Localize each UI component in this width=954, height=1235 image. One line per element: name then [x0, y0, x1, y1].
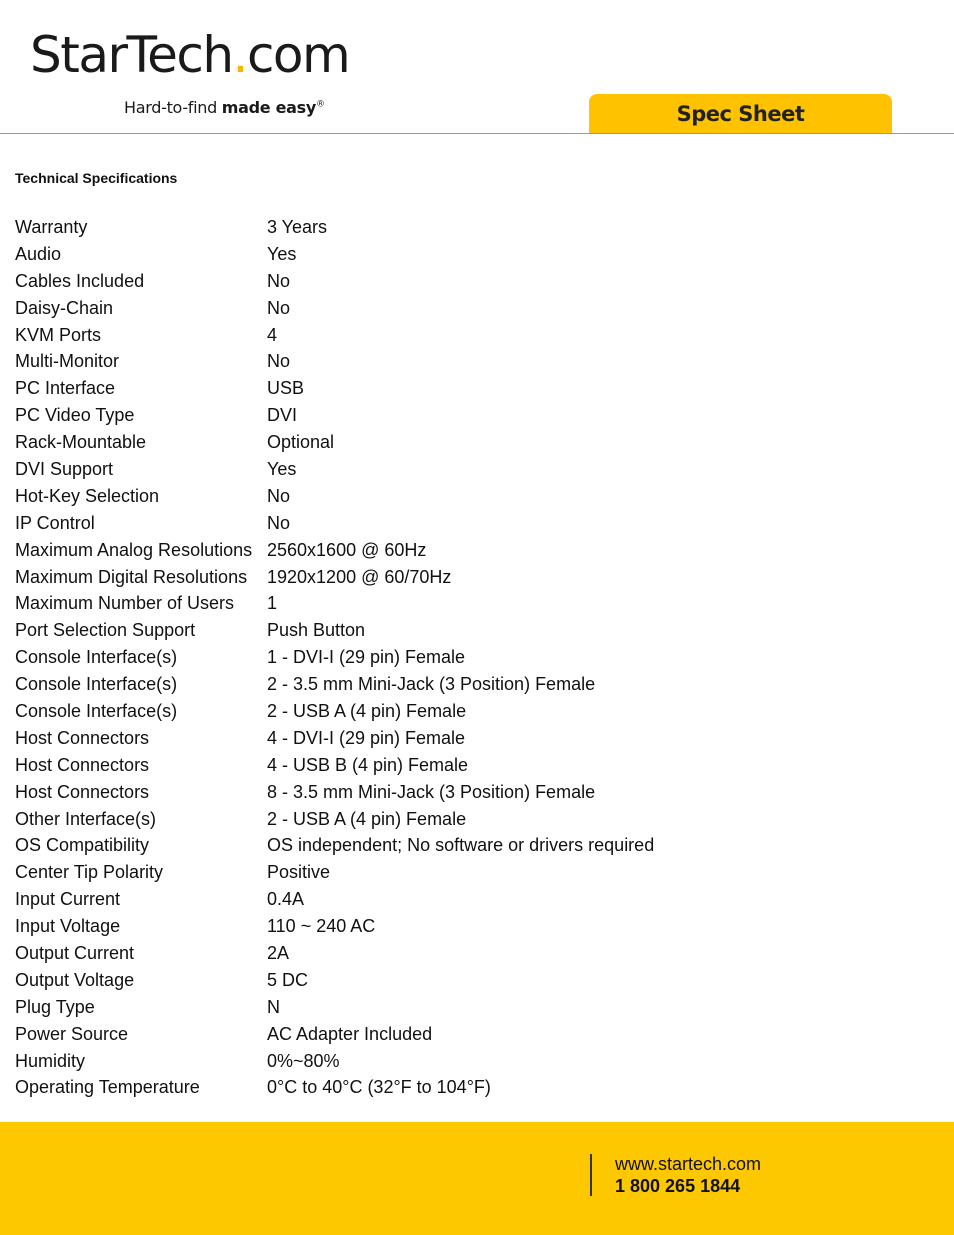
spec-row — [15, 779, 915, 806]
footer-website-link[interactable]: www.startech.com — [615, 1154, 762, 1174]
spec-value: USB — [267, 378, 305, 399]
spec-row — [15, 564, 915, 591]
spec-row — [15, 698, 915, 725]
spec-label: Cables Included — [15, 270, 145, 291]
spec-sheet-tab: Spec Sheet — [589, 94, 892, 134]
spec-value: Positive — [267, 862, 331, 883]
spec-value: Yes — [267, 458, 297, 479]
spec-label: Hot-Key Selection — [15, 485, 160, 506]
spec-label: Humidity — [15, 1050, 86, 1071]
footer-phone-number: 1 800 265 1844 — [615, 1176, 741, 1196]
spec-row — [15, 322, 915, 349]
spec-label: Host Connectors — [15, 727, 150, 748]
spec-row — [15, 832, 915, 859]
spec-value: No — [267, 512, 291, 533]
spec-value: Push Button — [267, 620, 366, 641]
spec-row — [15, 537, 915, 564]
spec-row — [15, 940, 915, 967]
spec-value: No — [267, 270, 291, 291]
tagline-bold: made easy — [221, 98, 317, 117]
spec-value: 4 — [267, 324, 278, 345]
spec-row — [15, 725, 915, 752]
spec-value: 8 - 3.5 mm Mini-Jack (3 Position) Female — [267, 781, 596, 802]
spec-label: KVM Ports — [15, 324, 102, 345]
spec-label: Multi-Monitor — [15, 351, 120, 372]
spec-label: DVI Support — [15, 458, 114, 479]
spec-row — [15, 375, 915, 402]
spec-table — [15, 214, 915, 1101]
spec-label: Host Connectors — [15, 781, 150, 802]
spec-value: AC Adapter Included — [267, 1023, 433, 1044]
page-footer — [0, 1122, 954, 1235]
spec-label: Console Interface(s) — [15, 700, 178, 721]
spec-label: Daisy-Chain — [15, 297, 114, 318]
spec-value: 0%~80% — [267, 1050, 340, 1071]
spec-label: Power Source — [15, 1023, 129, 1044]
spec-value: 0°C to 40°C (32°F to 104°F) — [267, 1077, 491, 1098]
spec-row — [15, 671, 915, 698]
logo-tagline — [124, 98, 325, 117]
footer-divider — [590, 1154, 592, 1196]
spec-value: Yes — [267, 243, 297, 264]
spec-value: OS independent; No software or drivers required — [267, 835, 655, 856]
spec-row — [15, 241, 915, 268]
spec-label: Center Tip Polarity — [15, 862, 164, 883]
spec-value: 3 Years — [267, 216, 328, 237]
header-divider — [0, 133, 954, 134]
page-header — [0, 0, 954, 134]
spec-value: 2 - USB A (4 pin) Female — [267, 700, 467, 721]
spec-label: Maximum Digital Resolutions — [15, 566, 248, 587]
spec-value: 1 - DVI-I (29 pin) Female — [267, 647, 466, 668]
spec-row — [15, 402, 915, 429]
spec-row — [15, 967, 915, 994]
spec-label: Audio — [15, 243, 62, 264]
spec-label: Output Voltage — [15, 969, 135, 990]
logo-brand-prefix: StarTech — [30, 26, 233, 84]
spec-label: Console Interface(s) — [15, 674, 178, 695]
logo-brand-dot: . — [232, 26, 247, 84]
spec-row — [15, 348, 915, 375]
spec-row — [15, 752, 915, 779]
spec-value: 0.4A — [267, 889, 305, 910]
spec-label: Host Connectors — [15, 754, 150, 775]
spec-label: PC Interface — [15, 378, 116, 399]
spec-label: Maximum Number of Users — [15, 593, 235, 614]
spec-row — [15, 1048, 915, 1075]
spec-label: Operating Temperature — [15, 1077, 200, 1098]
spec-value: Optional — [267, 432, 335, 453]
spec-value: 1920x1200 @ 60/70Hz — [267, 566, 452, 587]
spec-value: 4 - USB B (4 pin) Female — [267, 754, 469, 775]
spec-label: Warranty — [15, 216, 88, 237]
spec-value: 4 - DVI-I (29 pin) Female — [267, 727, 466, 748]
spec-row — [15, 859, 915, 886]
logo-brand-suffix: com — [246, 26, 350, 84]
spec-label: OS Compatibility — [15, 835, 150, 856]
spec-value: DVI — [267, 405, 298, 426]
spec-label: Output Current — [15, 942, 135, 963]
spec-row — [15, 1021, 915, 1048]
spec-label: Input Voltage — [15, 916, 121, 937]
spec-value: 2 - USB A (4 pin) Female — [267, 808, 467, 829]
spec-value: 2560x1600 @ 60Hz — [267, 539, 427, 560]
spec-label: IP Control — [15, 512, 95, 533]
spec-label: Plug Type — [15, 996, 95, 1017]
spec-value: N — [267, 996, 280, 1017]
spec-row — [15, 429, 915, 456]
spec-value: No — [267, 297, 291, 318]
spec-row — [15, 886, 915, 913]
spec-value: No — [267, 485, 291, 506]
spec-row — [15, 590, 915, 617]
spec-value: 2A — [267, 942, 290, 963]
spec-row — [15, 644, 915, 671]
spec-value: No — [267, 351, 291, 372]
spec-row — [15, 295, 915, 322]
spec-row — [15, 268, 915, 295]
spec-label: Rack-Mountable — [15, 432, 147, 453]
spec-row — [15, 617, 915, 644]
spec-row — [15, 456, 915, 483]
spec-row — [15, 1075, 915, 1102]
section-title: Technical Specifications — [15, 170, 178, 186]
spec-label: Input Current — [15, 889, 121, 910]
spec-value: 110 ~ 240 AC — [267, 916, 376, 937]
startech-logo[interactable] — [30, 26, 350, 84]
spec-label: Port Selection Support — [15, 620, 196, 641]
tagline-registered-mark: ® — [316, 99, 325, 110]
spec-row — [15, 994, 915, 1021]
spec-label: Maximum Analog Resolutions — [15, 539, 253, 560]
spec-row — [15, 214, 915, 241]
tagline-light: Hard-to-find — [124, 98, 222, 117]
spec-value: 1 — [267, 593, 278, 614]
spec-value: 5 DC — [267, 969, 309, 990]
spec-row — [15, 913, 915, 940]
spec-label: Console Interface(s) — [15, 647, 178, 668]
spec-row — [15, 510, 915, 537]
spec-row — [15, 483, 915, 510]
spec-label: PC Video Type — [15, 405, 135, 426]
spec-label: Other Interface(s) — [15, 808, 157, 829]
spec-row — [15, 806, 915, 833]
spec-value: 2 - 3.5 mm Mini-Jack (3 Position) Female — [267, 674, 596, 695]
